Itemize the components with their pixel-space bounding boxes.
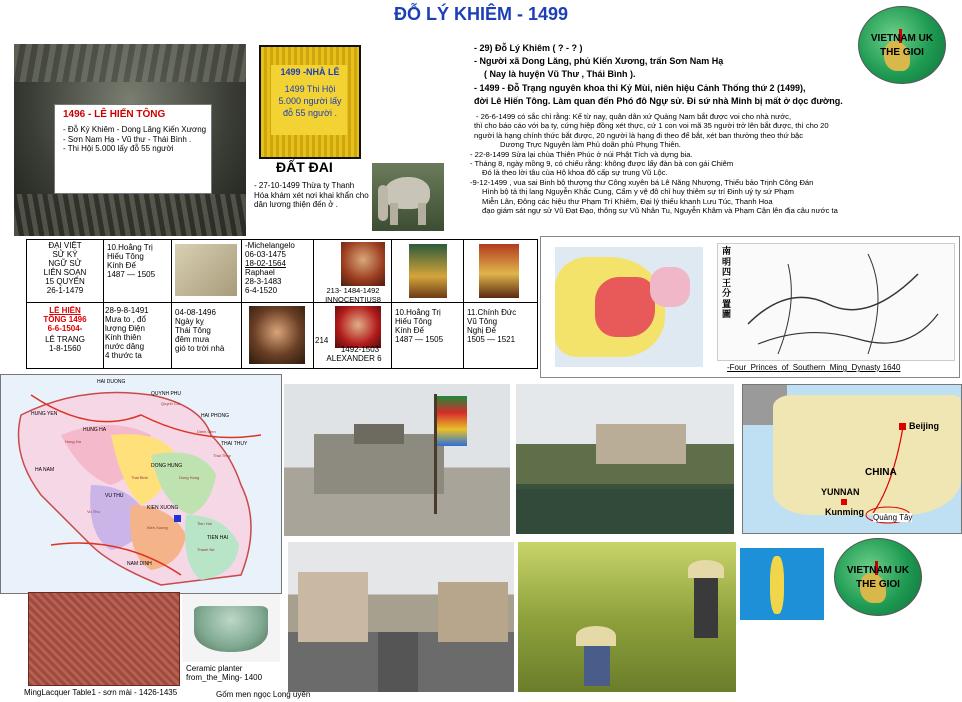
citadel-photo bbox=[516, 384, 734, 534]
event-line-7: Đó là theo lời tâu của Hộ khoa đô cấp sự trung Vũ Lộc. bbox=[482, 168, 668, 178]
logo-text-1: VIETNAM UK bbox=[870, 33, 934, 44]
map-label-quynh-phu: QUYNH PHU bbox=[151, 391, 182, 397]
tl-r2c7-line-1: 11.Chính Đức bbox=[467, 308, 517, 317]
temple-gate-photo bbox=[284, 384, 510, 536]
tl-r2c6-line-4: 1487 — 1505 bbox=[395, 335, 444, 344]
label-china: CHINA bbox=[865, 467, 897, 478]
tl-r2c1-red-1: LÊ HIẾN bbox=[49, 306, 81, 315]
ming-char-5: 分 bbox=[722, 288, 732, 298]
ming-line-map bbox=[717, 243, 955, 361]
tl-r1c4-line-5: 28-3-1483 bbox=[245, 277, 282, 286]
bio-line-5: đời Lê Hiến Tông. Làm quan đến Phó đô Ngự sử. Đi sứ nhà Minh bị mất ở dọc đường. bbox=[474, 95, 843, 106]
thai-binh-map bbox=[0, 374, 282, 594]
vietnam-uk-logo-bottom bbox=[834, 538, 922, 616]
event-line-11: đạo giám sát ngự sử Vũ Đạt Đạo, thông sự Vũ Nhân Tu, Nguyễn Khâm và Phạm Cận lên địa câu nước ta bbox=[482, 206, 838, 216]
tl-r2c1-red-2: TÔNG 1496 bbox=[43, 315, 87, 324]
tl-r2c1-red-3: 6-6-1504- bbox=[47, 324, 83, 333]
tl-r1c2-line-2: Hiếu Tông bbox=[107, 252, 144, 261]
label-quang-tay: Quảng Tây bbox=[873, 513, 913, 522]
map-town-vu-thu: Vu Thu bbox=[87, 509, 100, 514]
timeline-table bbox=[26, 239, 538, 369]
tl-r2c1-line-2: 1-8-1560 bbox=[48, 344, 82, 353]
gold-card-line-3: đỗ 55 người . bbox=[283, 108, 337, 118]
ming-color-map bbox=[555, 247, 703, 367]
map-town-thai-binh: Thai Binh bbox=[131, 475, 148, 480]
ming-char-6: 置 bbox=[722, 298, 732, 309]
gold-card-heading: 1499 -NHÀ LÊ bbox=[280, 67, 340, 77]
tl-r1c1-line-5: 15 QUYỂN bbox=[45, 277, 85, 286]
event-line-5: - 22-8-1499 Sửa lại chùa Thiên Phúc ở núi Phật Tích và dựng bia. bbox=[470, 149, 693, 159]
tl-r2c2-line-3: lượng Điện bbox=[105, 324, 145, 333]
page-title: ĐỖ LÝ KHIÊM - 1499 bbox=[393, 4, 569, 24]
event-line-6: - Tháng 8, ngày mồng 9, có chiếu rằng: không được lấy đàn bà con gái Chiêm bbox=[470, 159, 734, 169]
map-label-hung-yen: HUNG YEN bbox=[31, 411, 58, 417]
logo-text-2: THE GIOI bbox=[880, 47, 924, 58]
ming-char-2: 明 bbox=[722, 256, 732, 267]
map-label-ha-nam: HA NAM bbox=[35, 467, 55, 473]
map-label-thai-thuy: THAI THUY bbox=[221, 441, 248, 447]
vietnam-map-image bbox=[740, 548, 824, 620]
event-line-8: -9-12-1499 , vua sai Binh bộ thượng thư Công xuyên bá Lê Năng Nhượng, Thiếu bảo Trịnh Công Đán bbox=[470, 177, 814, 187]
map-town-kien-xuong: Kien Xuong bbox=[147, 525, 168, 530]
ceramic-caption-line-2: from_the_Ming- 1400 bbox=[186, 673, 263, 682]
map-town-diem-dien: Diem Dien bbox=[197, 429, 216, 434]
map-label-nam-dinh: NAM DINH bbox=[127, 561, 152, 567]
tl-r1c1-line-4: LIÊN SOẠN bbox=[43, 268, 87, 277]
bio-line-3: ( Nay là huyện Vũ Thư , Thái Bình ). bbox=[484, 69, 636, 80]
lacquer-table-photo bbox=[28, 592, 180, 686]
event-line-1: - 26-6-1499 có sắc chỉ rằng: Kể từ nay, quân dân xứ Quảng Nam bắt được voi cho nhà nước, bbox=[476, 112, 792, 121]
left-card-line-2: - Thi Hội 5.000 lấy đỗ 55 người bbox=[63, 144, 174, 153]
china-map bbox=[742, 384, 962, 534]
emperor-portrait-2 bbox=[479, 244, 519, 298]
tl-r1c1-line-1: ĐẠI VIỆT bbox=[48, 241, 82, 250]
ming-char-1: 南 bbox=[722, 246, 732, 256]
tl-r2c3-line-1: 04-08-1496 bbox=[175, 308, 216, 317]
tl-r2c1-line-1: LÊ TRANG bbox=[45, 335, 85, 344]
map-town-quynh-coi: Quynh Coi bbox=[161, 401, 180, 406]
tl-r2c2-line-2: Mưa to , đổ bbox=[105, 315, 146, 324]
location-marker bbox=[174, 515, 181, 522]
event-line-4: Dương Trực Nguyên làm Phủ doãn phủ Phụng Thiên. bbox=[500, 140, 681, 150]
tl-r2c3-line-2: Ngày kỵ bbox=[175, 317, 204, 326]
tl-r1c2-line-4: 1487 — 1505 bbox=[107, 270, 156, 279]
tl-r2c3-line-3: Thái Tông bbox=[175, 326, 211, 335]
ming-line-map-svg bbox=[718, 244, 954, 360]
gold-card bbox=[259, 45, 361, 159]
tl-r2c2-line-1: 28-9-8-1491 bbox=[105, 306, 149, 315]
tl-r2c6-line-3: Kính Đế bbox=[395, 326, 424, 335]
tl-r2c2-line-4: Kính thiên bbox=[105, 333, 142, 342]
event-line-3: người là hạng chính thức bắt được, 20 người là hạng đi theo để bắt, xét ban thưởng theo thứ bậc bbox=[474, 130, 804, 140]
map-town-dong-hung: Dong Hung bbox=[179, 475, 200, 480]
tl-r2c6-line-1: 10.Hoằng Trị bbox=[395, 308, 441, 317]
bio-line-1: - 29) Đỗ Lý Khiêm ( ? - ? ) bbox=[474, 43, 583, 53]
tl-r2c2-line-6: 4 thước ta bbox=[105, 351, 142, 360]
event-line-10: Miễn Lân, Đông các hiệu thư Phạm Trí Khiêm, Đại lý thiếu khanh Lưu Túc, Thanh Hoa bbox=[482, 196, 773, 206]
event-line-9: Hình bộ tả thị lang Nguyễn Khắc Cung, Cẩm y vệ đô chỉ huy thiêm sự trí Đinh uý ty sứ Phạm bbox=[482, 187, 794, 197]
tl-r2c2-line-5: nước dâng bbox=[105, 342, 145, 351]
tl-r1c1-line-6: 26-1-1479 bbox=[46, 286, 84, 295]
tl-r1c4-line-2: 06-03-1475 bbox=[245, 250, 286, 259]
gold-card-line-1: 1499 Thi Hội bbox=[284, 84, 336, 94]
tl-r2c7-line-3: Nghị Đế bbox=[467, 326, 496, 335]
dat-dai-text: - 27-10-1499 Thừa ty Thanh Hóa khám xét nơi khai khẩn cho dân lương thiện đến ở . bbox=[254, 181, 369, 209]
ming-map-caption: -Four_Princes_of_Southern_Ming_Dynasty 1640 bbox=[727, 363, 901, 372]
map-town-thai-thuy: Thai Thuy bbox=[213, 453, 231, 458]
dat-dai-heading: ĐẤT ĐAI bbox=[276, 159, 333, 175]
tl-r1c2-line-3: Kính Đế bbox=[107, 261, 136, 270]
left-card-box bbox=[54, 104, 212, 194]
innocentius-portrait bbox=[341, 242, 385, 286]
bio-line-2: - Người xã Dong Lăng, phủ Kiến Xương, trấn Sơn Nam Hạ bbox=[474, 56, 724, 67]
tl-r2c5-line-1: 214 bbox=[315, 336, 329, 345]
logo-bottom-text-1: VIETNAM UK bbox=[846, 565, 910, 576]
lacquer-caption: MingLacquer Table1 - sơn mài - 1426-1435 bbox=[24, 688, 178, 697]
tl-r1c4-line-6: 6-4-1520 bbox=[245, 286, 278, 295]
tl-r1c4-line-4: Raphael bbox=[245, 268, 275, 277]
label-beijing: Beijing bbox=[909, 421, 940, 431]
ceramic-caption-line-1: Ceramic planter bbox=[186, 664, 243, 673]
tl-r1c1-line-3: NGỮ SỬ bbox=[48, 259, 82, 268]
celadon-caption: Gốm men ngọc Long uyên bbox=[216, 690, 311, 699]
ming-char-3: 四 bbox=[722, 267, 732, 277]
tl-r1c5-text: 213- 1484-1492 INNOCENTIUS8 bbox=[325, 286, 381, 304]
tl-r2c3-line-5: gió to trời nhà bbox=[175, 344, 225, 353]
bio-line-4: - 1499 - Đỗ Trạng nguyên khoa thi Kỷ Mùi, niên hiệu Cảnh Thống thứ 2 (1499), bbox=[474, 82, 806, 93]
tl-r1-painting bbox=[175, 244, 237, 296]
map-label-dong-hung: DONG HUNG bbox=[151, 463, 183, 469]
map-town-hung-ha: Hung Ha bbox=[65, 439, 81, 444]
tl-r1c4-line-3: 18-02-1564 bbox=[245, 259, 286, 268]
ming-char-7: 圖 bbox=[722, 309, 732, 319]
logo-bottom-text-2: THE GIOI bbox=[856, 579, 900, 590]
map-label-vu-thu: VU THU bbox=[105, 493, 124, 499]
left-card-line-1: - Đỗ Ký Khiêm - Dong Lăng Kiến Xương - Sơn Nam Hạ - Vũ thư - Thái Bình . bbox=[63, 125, 207, 144]
label-yunnan: YUNNAN bbox=[821, 487, 860, 497]
emperor-portrait-1 bbox=[409, 244, 447, 298]
tl-r1c2-line-1: 10.Hoằng Trị bbox=[107, 243, 153, 252]
ming-maps-panel bbox=[540, 236, 960, 378]
map-label-tien-hai: TIEN HAI bbox=[207, 535, 229, 541]
map-label-kien-xuong: KIEN XUONG bbox=[147, 505, 179, 511]
left-card-heading: 1496 - LÊ HIẾN TÔNG bbox=[63, 109, 166, 120]
label-kunming: Kunming bbox=[825, 507, 864, 517]
tl-r2c3-line-4: đêm mưa bbox=[175, 335, 210, 344]
map-town-thanh-ne: Thanh Ne bbox=[197, 547, 215, 552]
gold-card-line-2: 5.000 người lấy bbox=[278, 96, 342, 106]
elephant-image bbox=[372, 163, 444, 231]
tl-r2c7-line-2: Vũ Tông bbox=[467, 317, 498, 326]
map-label-hai-duong: HAI DUONG bbox=[97, 379, 126, 385]
tl-r2c6-line-2: Hiếu Tông bbox=[395, 317, 432, 326]
ming-char-4: 王 bbox=[722, 277, 732, 288]
map-town-tien-hai: Tien Hai bbox=[197, 521, 212, 526]
map-label-hung-ha: HUNG HA bbox=[83, 427, 107, 433]
farmers-photo bbox=[518, 542, 736, 692]
ceramic-photo bbox=[182, 594, 280, 662]
tl-r1c4-line-1: -Michelangelo bbox=[245, 241, 295, 250]
raphael-portrait bbox=[249, 306, 305, 364]
event-line-2: thì cho báo cáo với bạ ty, cứng hiệp đồng xét thực, cứ 1 con voi mã 35 người trở lên bắt được, thì cho 20 bbox=[474, 121, 829, 131]
tl-r2c5-line-2: 1492-1503 bbox=[340, 345, 380, 354]
tl-r1c1-line-2: SỬ KÝ bbox=[52, 250, 78, 259]
tl-r2c7-line-4: 1505 — 1521 bbox=[467, 335, 516, 344]
tl-r2c5-line-3: ALEXANDER 6 bbox=[326, 354, 382, 363]
map-label-hai-phong: HAI PHONG bbox=[201, 413, 230, 419]
street-photo bbox=[288, 542, 514, 692]
ceramic-caption bbox=[186, 664, 262, 682]
